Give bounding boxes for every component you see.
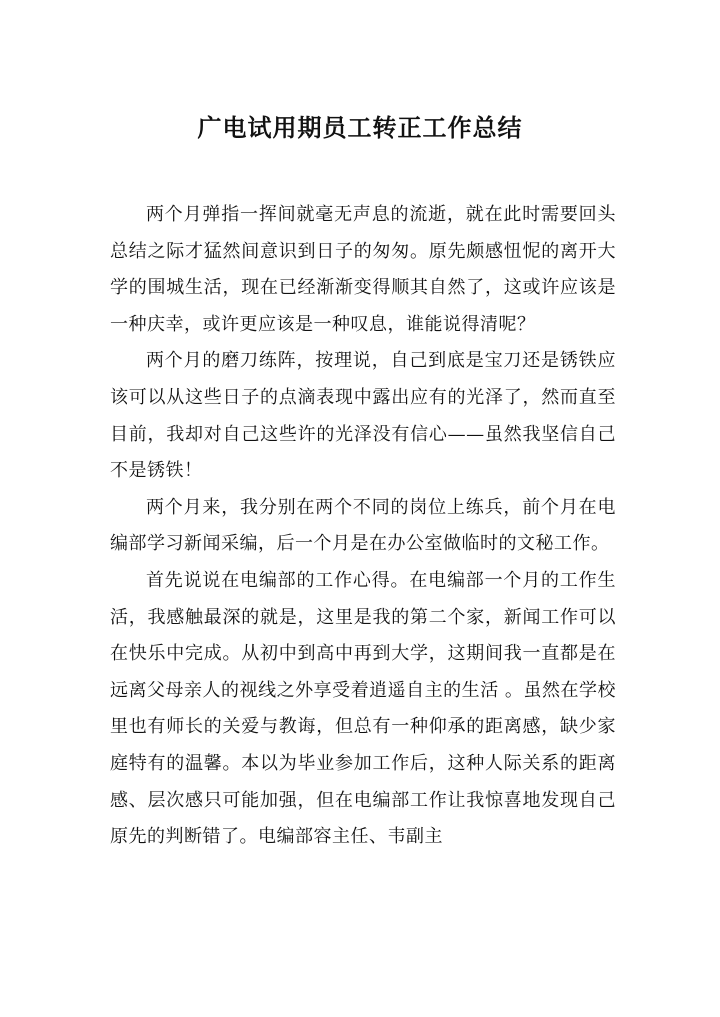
paragraph-1: 两个月弹指一挥间就毫无声息的流逝，就在此时需要回头总结之际才猛然间意识到日子的匆匆。原先颇感忸怩的离开大学的围城生活，现在已经渐渐变得顺其自然了，这或许应该是一种庆幸，或许更应该是一种叹息，谁能说得清呢？ bbox=[110, 204, 616, 335]
document-body bbox=[110, 197, 616, 856]
paragraph-3: 两个月来，我分别在两个不同的岗位上练兵，前个月在电编部学习新闻采编，后一个月是在办公室做临时的文秘工作。 bbox=[110, 496, 616, 555]
paragraph-4: 首先说说在电编部的工作心得。在电编部一个月的工作生活，我感触最深的就是，这里是我的第二个家，新闻工作可以在快乐中完成。从初中到高中再到大学，这期间我一直都是在远离父母亲人的视线之外享受着逍遥自主的生活 。虽然在学校里也有师长的关爱与教诲，但总有一种仰承的距离感，缺少家庭特有的温馨。本以为毕业参加工作后，这种人际关系的距离感、层次感只可能加强，但在电编部工作让我惊喜地发现自己原先的判断错了。电编部容主任、韦副主 bbox=[110, 569, 616, 848]
paragraph-2: 两个月的磨刀练阵，按理说，自己到底是宝刀还是锈铁应该可以从这些日子的点滴表现中露出应有的光泽了，然而直至目前，我却对自己这些许的光泽没有信心——虽然我坚信自己不是锈铁！ bbox=[110, 350, 616, 482]
document-title: 广电试用期员工转正工作总结 bbox=[197, 114, 523, 142]
